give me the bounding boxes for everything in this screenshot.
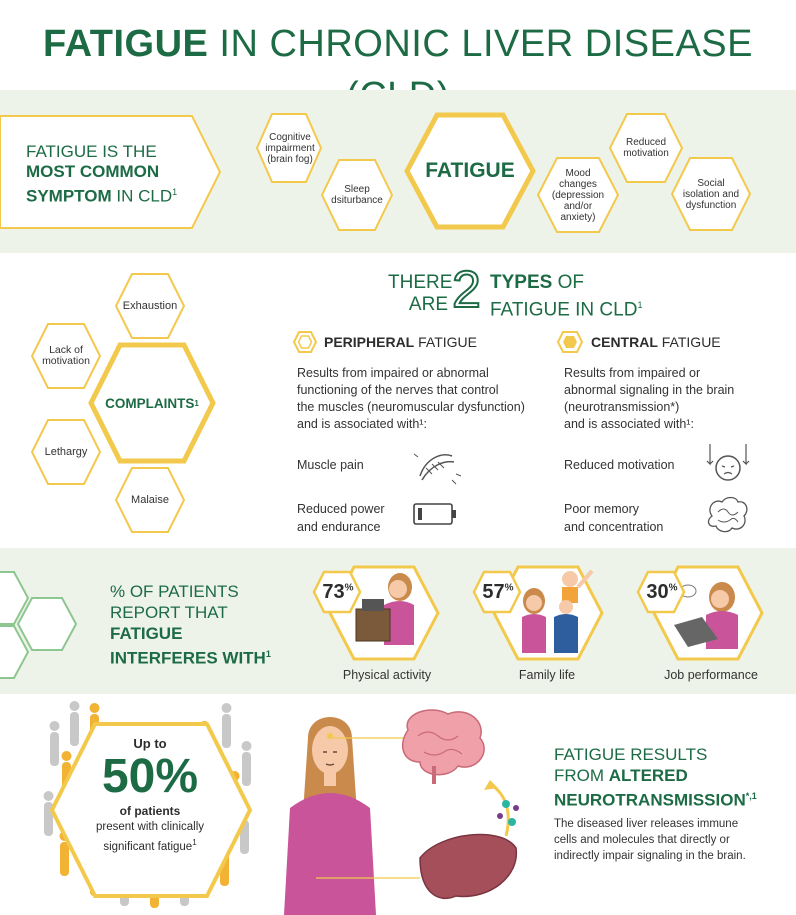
banner-in-cld: IN CLD bbox=[116, 186, 173, 206]
lack-motivation-label: Lack of motivation bbox=[42, 344, 90, 367]
fifty-percent-block bbox=[80, 736, 220, 855]
tangled-brain-icon bbox=[704, 494, 750, 534]
interferes-line-3: FATIGUE bbox=[110, 624, 183, 643]
sleep-label: Sleep dsiturbance bbox=[331, 184, 383, 206]
interferes-sup: 1 bbox=[265, 649, 271, 659]
types-there: THERE bbox=[388, 272, 453, 293]
muscle-pain-icon bbox=[412, 446, 462, 486]
reduced-motivation-label: Reduced motivation bbox=[623, 137, 669, 159]
banner-sup: 1 bbox=[172, 187, 178, 197]
interferes-line-1: % OF PATIENTS bbox=[110, 582, 239, 601]
result-sup: *,1 bbox=[745, 791, 757, 801]
endurance-line: and endurance bbox=[297, 520, 381, 534]
lethargy-label: Lethargy bbox=[44, 445, 88, 458]
result-altered: ALTERED bbox=[608, 766, 688, 785]
stat-physical-value: 73 bbox=[322, 581, 345, 603]
poor-memory-label bbox=[564, 500, 663, 536]
peripheral-rest: FATIGUE bbox=[418, 334, 477, 350]
cognitive-label: Cognitive impairment (brain fog) bbox=[265, 131, 315, 165]
significant-sup: 1 bbox=[192, 838, 197, 847]
present-clinically-text: present with clinically bbox=[95, 821, 204, 833]
pct-sign: % bbox=[344, 582, 354, 594]
banner-line-1: FATIGUE IS THE bbox=[26, 142, 157, 161]
types-number: 2 bbox=[452, 261, 481, 319]
fifty-percent-value: 50% bbox=[101, 750, 199, 803]
stat-job-percent bbox=[642, 581, 682, 604]
pct-sign: % bbox=[504, 582, 514, 594]
complaints-sup: 1 bbox=[194, 398, 199, 408]
types-right bbox=[490, 272, 642, 321]
central-hex-icon bbox=[556, 330, 584, 354]
title-rest: IN CHRONIC LIVER DISEASE bbox=[219, 23, 753, 65]
types-of: OF bbox=[557, 272, 584, 293]
interferes-heading bbox=[110, 581, 271, 669]
result-from: FROM bbox=[554, 766, 605, 785]
central-desc-line: and is associated with¹: bbox=[564, 417, 694, 431]
neurotransmission-description bbox=[554, 816, 790, 864]
reduced-power-label bbox=[297, 500, 385, 536]
stat-family-percent bbox=[478, 581, 518, 604]
up-to-text: Up to bbox=[133, 736, 167, 751]
stat-job-value: 30 bbox=[646, 581, 669, 603]
result-desc-line: cells and molecules that directly or bbox=[554, 834, 730, 846]
interferes-line-4: INTERFERES WITH bbox=[110, 648, 266, 668]
types-bold: TYPES bbox=[490, 272, 553, 293]
concentration-line: and concentration bbox=[564, 520, 664, 534]
central-desc-line: Results from impaired or bbox=[564, 366, 701, 380]
result-neurotransmission: NEUROTRANSMISSION bbox=[554, 790, 746, 810]
low-battery-icon bbox=[412, 502, 460, 526]
decorative-hexes bbox=[0, 562, 80, 680]
stat-physical-label: Physical activity bbox=[342, 668, 432, 682]
peripheral-desc-line: functioning of the nerves that control bbox=[297, 383, 499, 397]
title-bold: FATIGUE bbox=[43, 23, 209, 65]
result-desc-line: indirectly impair signaling in the brain. bbox=[554, 850, 746, 862]
altered-neurotransmission-heading bbox=[554, 744, 757, 811]
banner-line-2: MOST COMMON bbox=[26, 162, 160, 181]
result-line-1: FATIGUE RESULTS bbox=[554, 745, 708, 764]
significant-fatigue-text: significant fatigue bbox=[103, 840, 193, 853]
complaints-text: COMPLAINTS bbox=[105, 395, 195, 411]
social-label: Social isolation and dysfunction bbox=[682, 177, 740, 211]
poor-memory-line: Poor memory bbox=[564, 502, 640, 516]
peripheral-heading bbox=[324, 334, 477, 350]
central-rest: FATIGUE bbox=[661, 334, 721, 350]
muscle-pain-label: Muscle pain bbox=[297, 458, 364, 472]
pct-sign: % bbox=[668, 582, 678, 594]
peripheral-bold: PERIPHERAL bbox=[324, 334, 415, 350]
stat-family-label: Family life bbox=[518, 668, 576, 682]
stat-physical-percent bbox=[318, 581, 358, 604]
central-desc-line: (neurotransmission*) bbox=[564, 400, 680, 414]
stat-job-label: Job performance bbox=[664, 668, 758, 682]
most-common-banner bbox=[26, 142, 177, 207]
complaints-label bbox=[88, 390, 216, 416]
reduced-power-line: Reduced power bbox=[297, 502, 385, 516]
peripheral-description bbox=[297, 365, 547, 433]
central-description bbox=[564, 365, 784, 433]
peripheral-hex-icon bbox=[292, 330, 318, 354]
interferes-line-2: REPORT THAT bbox=[110, 603, 228, 622]
stat-family-value: 57 bbox=[482, 581, 505, 603]
peripheral-desc-line: the muscles (neuromuscular dysfunction) bbox=[297, 400, 525, 414]
result-desc-line: The diseased liver releases immune bbox=[554, 818, 739, 830]
fatigue-center-label: FATIGUE bbox=[425, 158, 515, 182]
of-patients-text: of patients bbox=[119, 804, 181, 818]
woman-brain-liver-illustration bbox=[280, 708, 520, 915]
mood-label: Mood changes (depression and/or anxiety) bbox=[551, 167, 605, 223]
types-fatigue-cld: FATIGUE IN CLD bbox=[490, 299, 638, 321]
types-are: ARE bbox=[408, 294, 448, 315]
types-left bbox=[388, 272, 453, 316]
central-heading bbox=[591, 334, 721, 350]
malaise-label: Malaise bbox=[131, 493, 169, 506]
peripheral-desc-line: Results from impaired or abnormal bbox=[297, 366, 489, 380]
central-reduced-motivation-label: Reduced motivation bbox=[564, 458, 675, 472]
banner-symptom: SYMPTOM bbox=[26, 186, 112, 206]
central-desc-line: abnormal signaling in the brain bbox=[564, 383, 735, 397]
exhaustion-label: Exhaustion bbox=[122, 299, 178, 312]
central-bold: CENTRAL bbox=[591, 334, 658, 350]
peripheral-desc-line: and is associated with¹: bbox=[297, 417, 427, 431]
types-sup: 1 bbox=[637, 300, 643, 310]
tired-face-icon bbox=[704, 442, 752, 486]
